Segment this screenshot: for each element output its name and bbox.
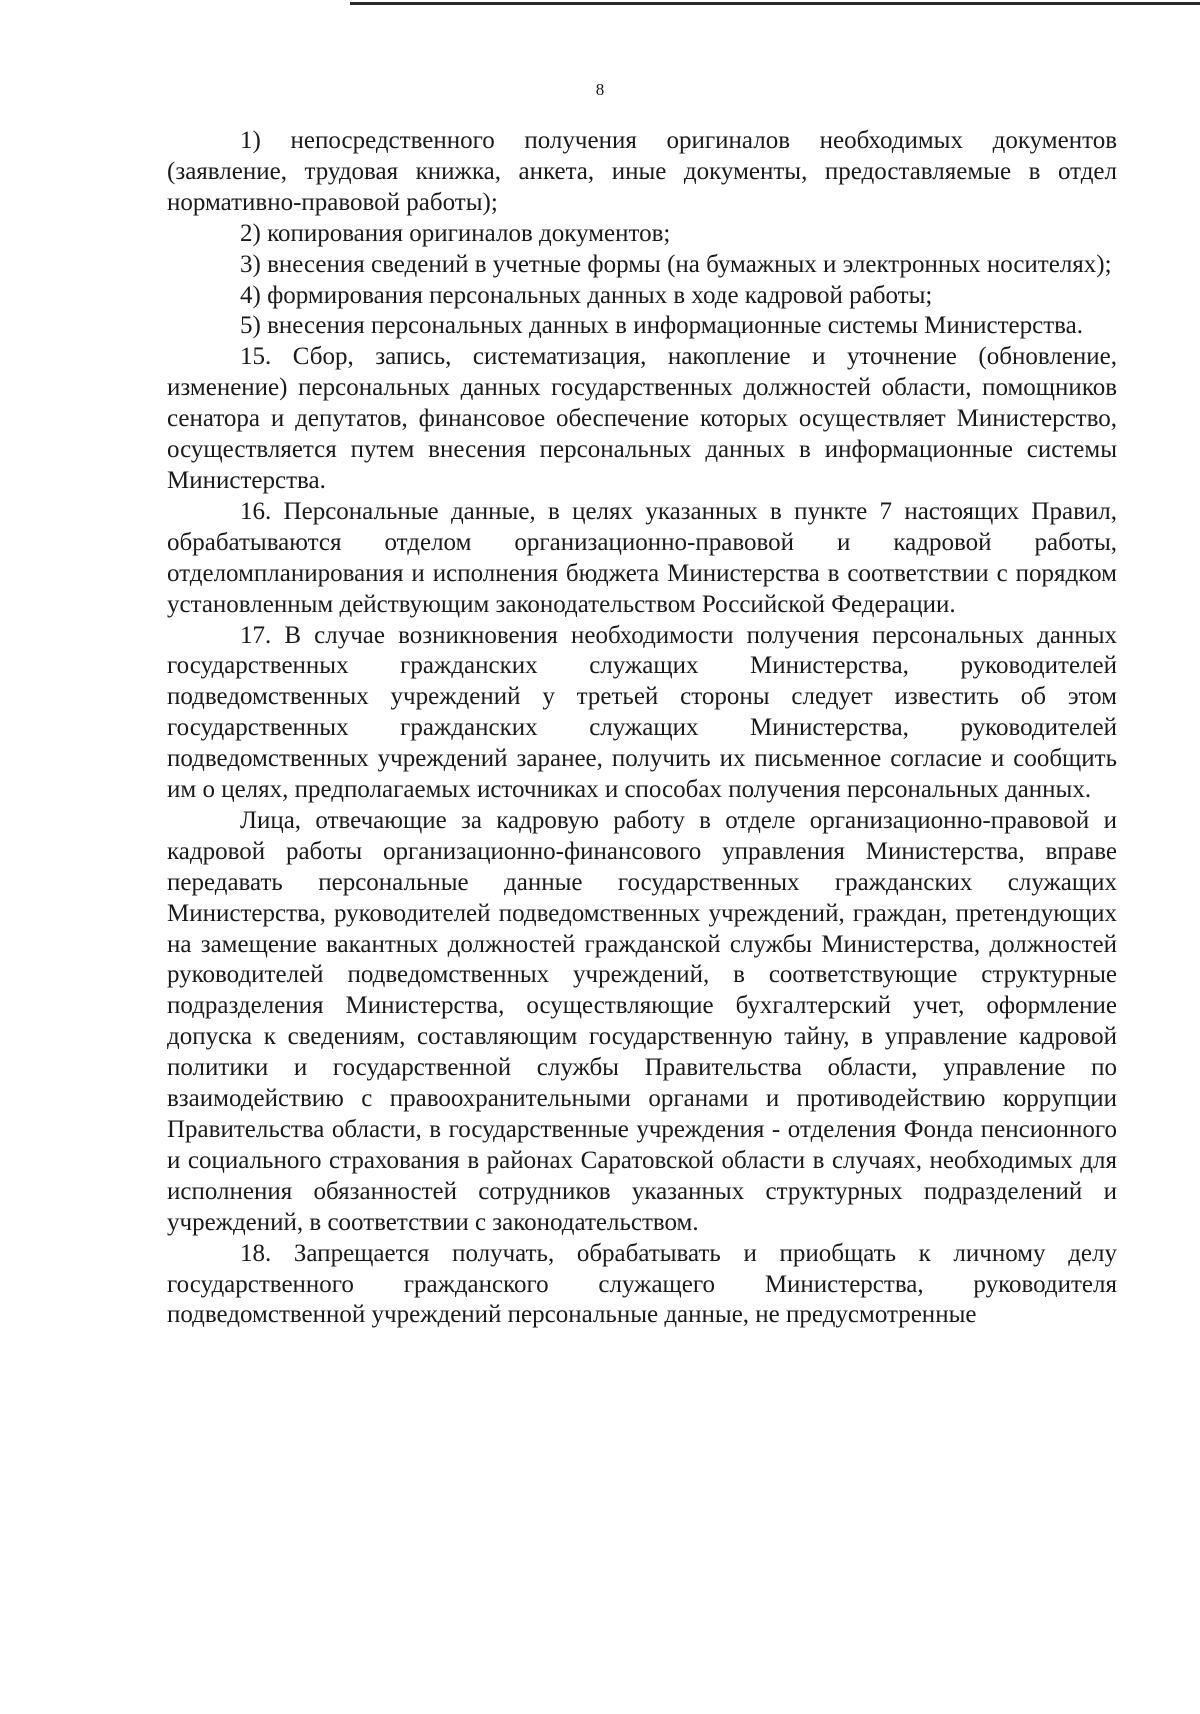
- paragraph-item-2: 2) копирования оригиналов документов;: [240, 219, 671, 247]
- paragraph-clause-17: 17. В случае возникновения необходимости получения персональных данных государственных гражданских служащих Министерства, руководителей подведомственных учреждений у третьей стороны следует известить об этом государственных гражданских служащих Министерства, руководителей подведомственных учреждений заранее, получить их письменное согласие и сообщить им о целях, предполагаемых источниках и способах получения персональных данных.: [167, 621, 1117, 804]
- paragraph-item-5: 5) внесения персональных данных в информационные системы Министерства.: [240, 312, 1083, 340]
- top-border-line: [350, 2, 1200, 5]
- page-number: 8: [595, 80, 605, 99]
- paragraph-clause-17-cont: Лица, отвечающие за кадровую работу в отделе организационно-правовой и кадровой работы организационно-финансового управления Министерства, вправе передавать персональные данные государственных гражданских служащих Министерства, руководителей подведомственных учреждений, граждан, претендующих на замещение вакантных должностей гражданской службы Министерства, должностей руководителей подведомственных учреждений, в соответствующие структурные подразделения Министерства, осуществляющие бухгалтерский учет, оформление допуска к сведениям, составляющим государственную тайну, в управление кадровой политики и государственной службы Правительства области, управление по взаимодействию с правоохранительными органами и противодействию коррупции Правительства области, в государственные учреждения - отделения Фонда пенсионного и социального страхования в районах Саратовской области в случаях, необходимых для исполнения обязанностей сотрудников указанных структурных подразделений и учреждений, в соответствии с законодательством.: [167, 806, 1117, 1236]
- paragraph-clause-15: 15. Сбор, запись, систематизация, накопление и уточнение (обновление, изменение) персональных данных государственных должностей области, помощников сенатора и депутатов, финансовое обеспечение которых осуществляет Министерство, осуществляется путем внесения персональных данных в информационные системы Министерства.: [167, 343, 1117, 494]
- paragraph-item-3: 3) внесения сведений в учетные формы (на бумажных и электронных носителях);: [240, 250, 1112, 278]
- paragraph-item-1: 1) непосредственного получения оригиналов необходимых документов (заявление, трудовая книжка, анкета, иные документы, предоставляемые в отдел нормативно-правовой работы);: [167, 127, 1117, 216]
- document-body: [167, 126, 1117, 1331]
- paragraph-clause-18: 18. Запрещается получать, обрабатывать и приобщать к личному делу государственного гражданского служащего Министерства, руководителя подведомственной учреждений персональные данные, не предусмотренные: [167, 1239, 1117, 1329]
- paragraph-item-4: 4) формирования персональных данных в ходе кадровой работы;: [240, 281, 933, 309]
- paragraph-clause-16: 16. Персональные данные, в целях указанных в пункте 7 настоящих Правил, обрабатываются отделом организационно-правовой и кадровой работы, отделомпланирования и исполнения бюджета Министерства в соответствии с порядком установленным действующим законодательством Российской Федерации.: [167, 497, 1117, 618]
